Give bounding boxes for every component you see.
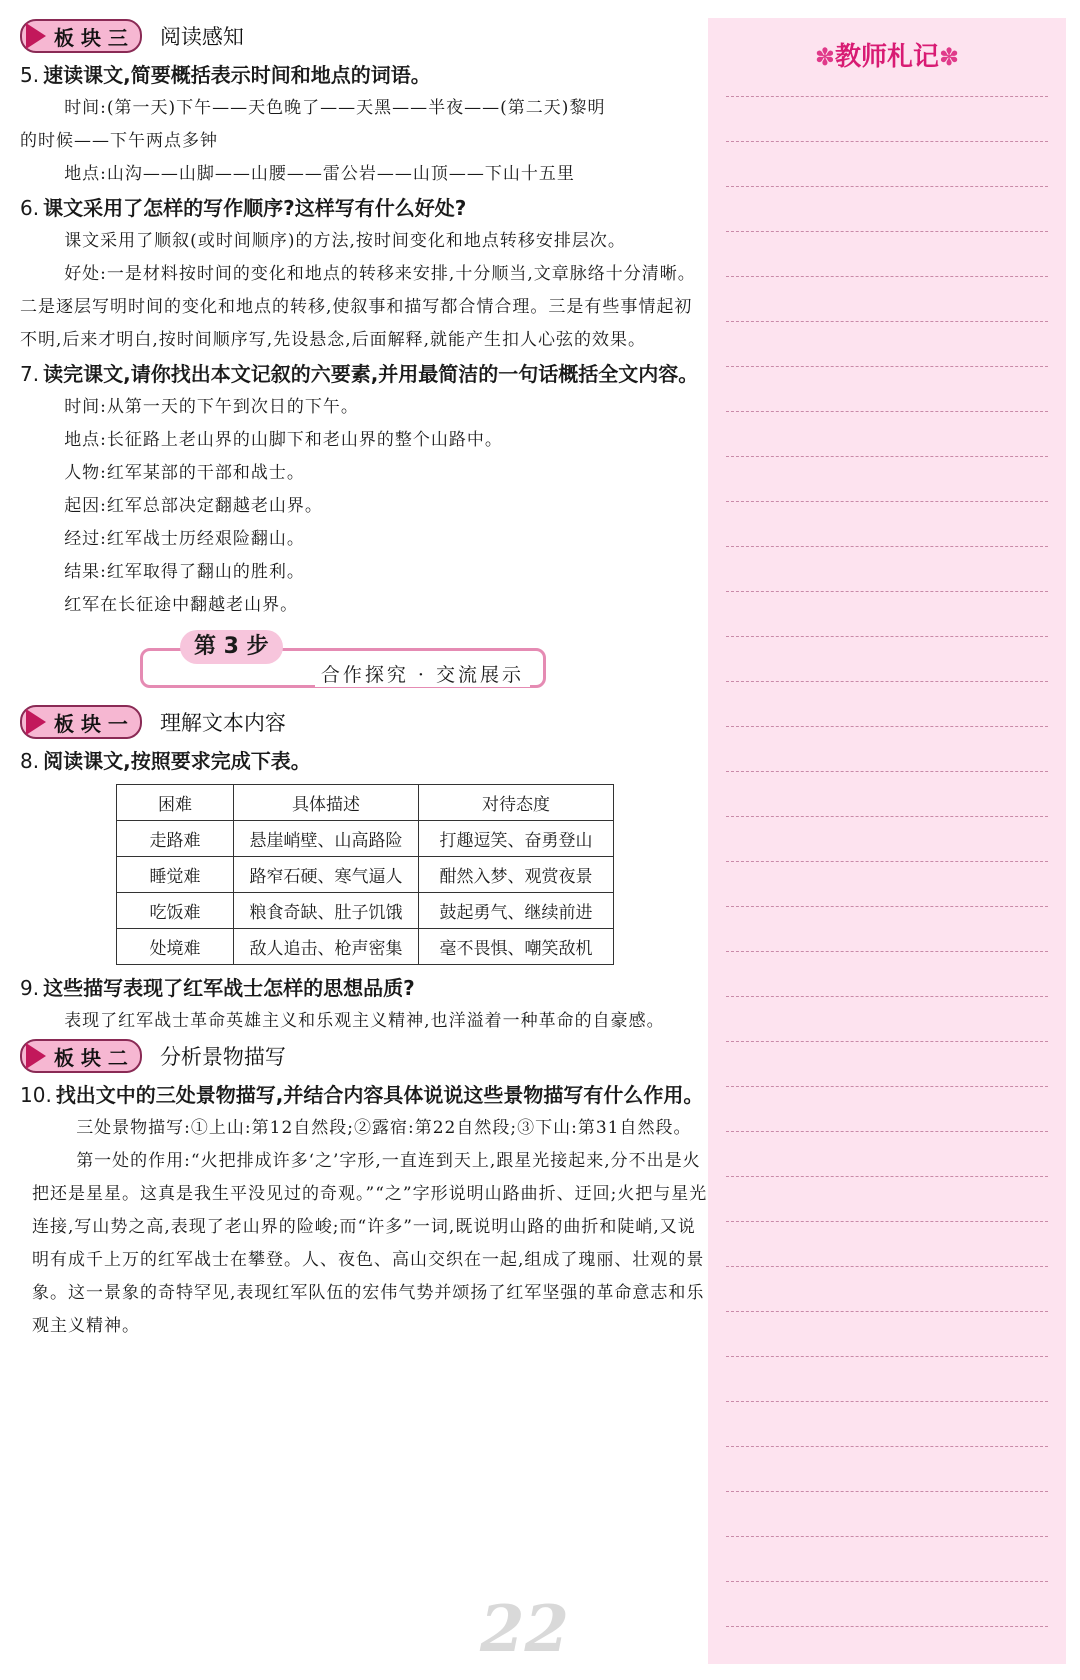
section-tag	[20, 705, 142, 739]
answer-10-effect: 第一处的作用:“火把排成许多‘之’字形,一直连到天上,跟星光接起来,分不出是火把还是星星。这真是我生平没见过的奇观。”“之”字形说明山路曲折、迂回;火把与星光连接,写山势之高,表现了老山界的险峻;而“许多”一词,既说明山路的曲折和陡峭,又说明有成千上万的红军战士在攀登。人、夜色、高山交织在一起,组成了瑰丽、壮观的景象。这一景象的奇特罕见,表现红军队伍的宏伟气势并颂扬了红军坚强的革命意志和乐观主义精神。	[32, 1151, 708, 1336]
section-header-two	[20, 1038, 710, 1074]
table-row	[117, 821, 614, 857]
table-cell: 打趣逗笑、奋勇登山	[419, 821, 614, 857]
note-line	[726, 996, 1048, 997]
question-text: 这些描写表现了红军战士怎样的思想品质?	[43, 976, 415, 1000]
difficulty-table	[116, 784, 614, 965]
table-cell: 敌人追击、枪声密集	[234, 929, 419, 965]
question-8	[20, 744, 710, 778]
answer-9: 表现了红军战士革命英雄主义和乐观主义精神,也洋溢着一种革命的自豪感。	[64, 1011, 665, 1031]
note-line	[726, 1311, 1048, 1312]
question-number: 8.	[20, 749, 40, 773]
question-6	[20, 191, 710, 225]
question-text: 课文采用了怎样的写作顺序?这样写有什么好处?	[43, 196, 467, 220]
question-number: 7.	[20, 362, 40, 386]
teacher-notes-panel	[708, 18, 1066, 1664]
answer-10-locations: 三处景物描写:①上山:第12自然段;②露宿:第22自然段;③下山:第31自然段。	[76, 1118, 692, 1138]
note-line	[726, 861, 1048, 862]
question-number: 9.	[20, 976, 40, 1000]
note-line	[726, 411, 1048, 412]
triangle-icon	[26, 1043, 46, 1069]
step-banner	[140, 630, 570, 696]
note-line	[726, 321, 1048, 322]
table-cell: 吃饭难	[117, 893, 234, 929]
table-cell: 处境难	[117, 929, 234, 965]
triangle-icon	[26, 23, 46, 49]
note-line	[726, 951, 1048, 952]
note-line	[726, 1221, 1048, 1222]
note-line	[726, 906, 1048, 907]
note-line	[726, 1491, 1048, 1492]
section-title: 理解文本内容	[159, 711, 286, 735]
question-text: 读完课文,请你找出本文记叙的六要素,并用最简洁的一句话概括全文内容。	[43, 362, 699, 386]
table-cell: 走路难	[117, 821, 234, 857]
note-line	[726, 1581, 1048, 1582]
question-number: 6.	[20, 196, 40, 220]
answer-5-time: 时间:(第一天)下午——天色晚了——天黑——半夜——(第二天)黎明	[64, 98, 606, 118]
section-header-one	[20, 704, 710, 740]
note-line	[726, 1266, 1048, 1267]
answer-7-item: 人物:红军某部的干部和战士。	[64, 463, 305, 483]
step-subtitle: 合作探究 · 交流展示	[315, 660, 530, 687]
table-cell: 酣然入梦、观赏夜景	[419, 857, 614, 893]
question-text: 阅读课文,按照要求完成下表。	[43, 749, 311, 773]
main-content	[20, 18, 710, 1343]
section-header-read	[20, 18, 710, 54]
question-text: 找出文中的三处景物描写,并结合内容具体说说这些景物描写有什么作用。	[55, 1083, 704, 1107]
answer-7-summary: 红军在长征途中翻越老山界。	[64, 595, 299, 615]
step-badge: 第 3 步	[180, 630, 283, 664]
table-row	[117, 929, 614, 965]
note-line	[726, 1176, 1048, 1177]
note-line	[726, 501, 1048, 502]
question-text: 速读课文,简要概括表示时间和地点的词语。	[43, 63, 431, 87]
answer-7-item: 起因:红军总部决定翻越老山界。	[64, 496, 323, 516]
note-line	[726, 366, 1048, 367]
answer-7-item: 时间:从第一天的下午到次日的下午。	[64, 397, 359, 417]
question-number: 5.	[20, 63, 40, 87]
table-row	[117, 893, 614, 929]
note-line	[726, 1536, 1048, 1537]
table-cell: 毫不畏惧、嘲笑敌机	[419, 929, 614, 965]
note-line	[726, 726, 1048, 727]
section-tag-label: 板 块 一	[54, 711, 128, 736]
question-number: 10.	[20, 1083, 52, 1107]
section-tag	[20, 1039, 142, 1073]
note-line	[726, 771, 1048, 772]
section-tag	[20, 19, 142, 53]
table-header: 具体描述	[234, 785, 419, 821]
note-line	[726, 546, 1048, 547]
note-line	[726, 96, 1048, 97]
table-header: 困难	[117, 785, 234, 821]
note-line	[726, 1446, 1048, 1447]
answer-7-item: 结果:红军取得了翻山的胜利。	[64, 562, 305, 582]
table-row	[117, 857, 614, 893]
table-cell: 鼓起勇气、继续前进	[419, 893, 614, 929]
page-number: 22	[480, 1592, 570, 1667]
notes-title	[708, 36, 1066, 76]
note-line	[726, 456, 1048, 457]
note-line	[726, 186, 1048, 187]
table-header: 对待态度	[419, 785, 614, 821]
note-line	[726, 591, 1048, 592]
section-title: 分析景物描写	[159, 1045, 286, 1069]
answer-6-benefit: 好处:一是材料按时间的变化和地点的转移来安排,十分顺当,文章脉络十分清晰。二是逐层写明时间的变化和地点的转移,使叙事和描写都合情合理。三是有些事情起初不明,后来才明白,按时间顺序写,先设悬念,后面解释,就能产生扣人心弦的效果。	[20, 264, 696, 350]
question-9	[20, 971, 710, 1005]
triangle-icon	[26, 709, 46, 735]
table-cell: 粮食奇缺、肚子饥饿	[234, 893, 419, 929]
section-title: 阅读感知	[159, 25, 244, 49]
note-line	[726, 816, 1048, 817]
section-tag-label: 板 块 二	[54, 1045, 128, 1070]
note-line	[726, 276, 1048, 277]
note-line	[726, 1401, 1048, 1402]
note-line	[726, 1356, 1048, 1357]
note-line	[726, 1131, 1048, 1132]
table-cell: 悬崖峭壁、山高路险	[234, 821, 419, 857]
answer-7-item: 经过:红军战士历经艰险翻山。	[64, 529, 305, 549]
answer-5-place: 地点:山沟——山脚——山腰——雷公岩——山顶——下山十五里	[64, 164, 575, 184]
note-line	[726, 681, 1048, 682]
flower-icon: ✽	[814, 43, 835, 71]
note-line	[726, 231, 1048, 232]
table-cell: 睡觉难	[117, 857, 234, 893]
question-5	[20, 58, 710, 92]
note-line	[726, 636, 1048, 637]
table-header-row	[117, 785, 614, 821]
note-line	[726, 1041, 1048, 1042]
section-tag-label: 板 块 三	[54, 25, 128, 50]
answer-5-time-cont: 的时候——下午两点多钟	[20, 131, 218, 151]
question-10	[20, 1078, 710, 1112]
note-line	[726, 1086, 1048, 1087]
question-7	[20, 357, 710, 391]
notes-title-text: 教师札记	[834, 42, 939, 72]
answer-7-item: 地点:长征路上老山界的山脚下和老山界的整个山路中。	[64, 430, 503, 450]
note-line	[726, 141, 1048, 142]
note-line	[726, 1626, 1048, 1627]
flower-icon: ✽	[939, 43, 960, 71]
table-cell: 路窄石硬、寒气逼人	[234, 857, 419, 893]
answer-6-order: 课文采用了顺叙(或时间顺序)的方法,按时间变化和地点转移安排层次。	[64, 231, 626, 251]
